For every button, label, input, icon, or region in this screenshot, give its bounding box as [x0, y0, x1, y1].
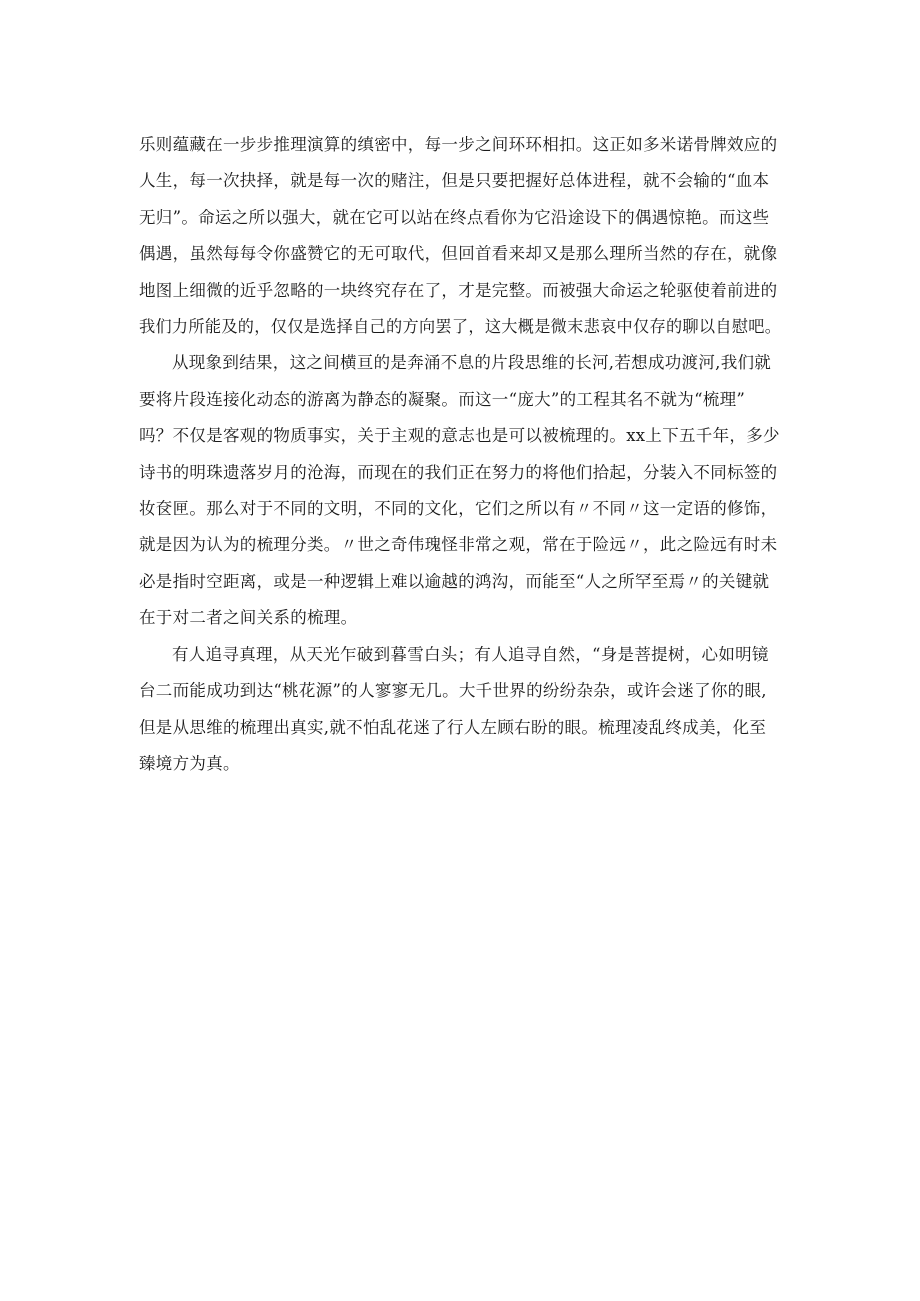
paragraph-line: 人生，每一次抉择，就是每一次的赌注，但是只要把握好总体进程，就不会输的“血本 [139, 171, 770, 191]
paragraph-line: 地图上细微的近乎忽略的一块终究存在了，才是完整。而被强大命运之轮驱使着前进的 [139, 280, 778, 300]
paragraph-1 [139, 127, 781, 345]
paragraph-line: 诗书的明珠遗落岁月的沧海，而现在的我们正在努力的将他们拾起，分装入不同标签的 [139, 462, 778, 482]
paragraph-line: 妆奁匣。那么对于不同的文明，不同的文化，它们之所以有〃不同〃这一定语的修饰， [139, 499, 778, 519]
paragraph-line: 但是从思维的梳理出真实,就不怕乱花迷了行人左顾右盼的眼。梳理凌乱终成美，化至 [139, 717, 767, 737]
paragraph-line: 要将片段连接化动态的游离为静态的凝聚。而这一“庞大”的工程其名不就为“梳理” [139, 389, 746, 409]
paragraph-line: 乐则蕴藏在一步步推理演算的缜密中，每一步之间环环相扣。这正如多米诺骨牌效应的 [139, 135, 778, 154]
paragraph-line: 臻境方为真。 [139, 753, 240, 773]
paragraph-line: 有人追寻真理，从天光乍破到暮雪白头；有人追寻自然，“身是菩提树，心如明镜 [172, 644, 769, 664]
paragraph-line: 必是指时空距离，或是一种逻辑上难以逾越的鸿沟，而能至“人之所罕至焉〃的关键就 [139, 571, 770, 591]
document-body [139, 127, 781, 782]
paragraph-2 [139, 345, 781, 636]
paragraph-line: 就是因为认为的梳理分类。〃世之奇伟瑰怪非常之观，常在于险远〃，此之险远有时未 [139, 535, 778, 555]
paragraph-line: 吗？不仅是客观的物质事实，关于主观的意志也是可以被梳理的。xx上下五千年，多少 [139, 426, 780, 446]
paragraph-line: 我们力所能及的，仅仅是选择自己的方向罢了，这大概是微末悲哀中仅存的聊以自慰吧。 [139, 317, 782, 337]
paragraph-line: 在于对二者之间关系的梳理。 [139, 608, 358, 628]
paragraph-line: 偶遇，虽然每每令你盛赞它的无可取代，但回首看来却又是那么理所当然的存在，就像 [139, 244, 778, 264]
paragraph-line: 无归”。命运之所以强大，就在它可以站在终点看你为它沿途设下的偶遇惊艳。而这些 [139, 207, 770, 227]
paragraph-line: 从现象到结果，这之间横亘的是奔涌不息的片段思维的长河,若想成功渡河,我们就 [172, 353, 772, 373]
paragraph-line: 台二而能成功到达“桃花源”的人寥寥无几。大千世界的纷纷杂杂，或许会迷了你的眼, [139, 681, 767, 701]
paragraph-3 [139, 637, 781, 783]
